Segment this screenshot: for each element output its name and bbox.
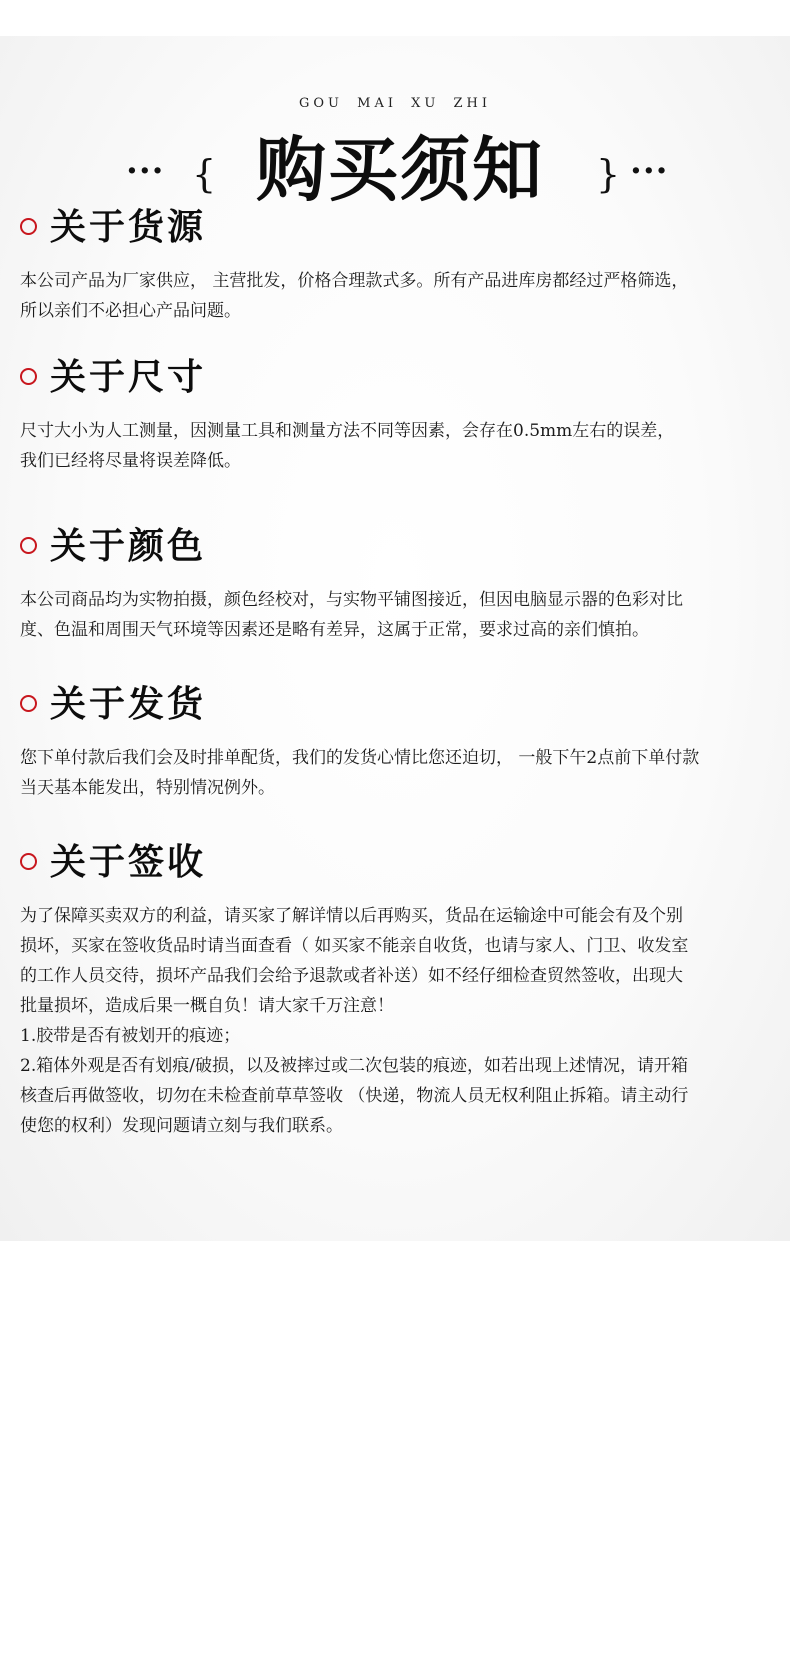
body-line: 当天基本能发出，特别情况例外。: [20, 778, 275, 798]
circle-bullet-icon: [20, 537, 37, 554]
circle-bullet-icon: [20, 853, 37, 870]
right-dots-ornament: ···: [630, 151, 669, 191]
section-color: [20, 523, 772, 645]
circle-bullet-icon: [20, 368, 37, 385]
circle-bullet-icon: [20, 218, 37, 235]
section-body: [20, 585, 772, 645]
section-header: [20, 354, 772, 404]
section-body: [20, 901, 772, 1141]
title-row: [0, 126, 790, 216]
body-line: 核查后再做签收，切勿在未检查前草草签收 （快递，物流人员无权利阻止拆箱。请主动行: [20, 1086, 689, 1106]
section-body: [20, 266, 772, 326]
body-line: 为了保障买卖双方的利益，请买家了解详情以后再购买，货品在运输途中可能会有及个别: [20, 906, 683, 926]
section-title: 关于签收: [50, 841, 207, 883]
notice-panel: [0, 36, 790, 1241]
section-receipt: [20, 839, 772, 1141]
pinyin-subtitle: GOU MAI XU ZHI: [299, 96, 491, 111]
body-line: 您下单付款后我们会及时排单配货，我们的发货心情比您还迫切， 一般下午2点前下单付款: [20, 748, 700, 768]
section-body: [20, 416, 772, 476]
section-title: 关于颜色: [50, 525, 207, 567]
body-line: 使您的权利）发现问题请立刻与我们联系。: [20, 1116, 343, 1136]
body-line: 本公司产品为厂家供应， 主营批发，价格合理款式多。所有产品进库房都经过严格筛选，: [20, 271, 689, 291]
body-line: 尺寸大小为人工测量，因测量工具和测量方法不同等因素，会存在0.5mm左右的误差，: [20, 421, 675, 441]
body-line: 批量损坏，造成后果一概自负！请大家千万注意！: [20, 996, 394, 1016]
section-source: [20, 204, 772, 326]
page-title: 购买须知: [256, 128, 544, 211]
left-brace-ornament: {: [192, 152, 217, 196]
body-line: 的工作人员交待，损坏产品我们会给予退款或者补送）如不经仔细检查贸然签收，出现大: [20, 966, 683, 986]
section-body: [20, 743, 772, 803]
section-header: [20, 204, 772, 254]
left-dots-ornament: ···: [126, 151, 165, 191]
circle-bullet-icon: [20, 695, 37, 712]
body-line: 我们已经将尽量将误差降低。: [20, 451, 241, 471]
section-header: [20, 839, 772, 889]
body-line: 2.箱体外观是否有划痕/破损，以及被摔过或二次包装的痕迹，如若出现上述情况，请开箱: [20, 1056, 688, 1076]
section-size: [20, 354, 772, 476]
section-header: [20, 523, 772, 573]
body-line: 本公司商品均为实物拍摄，颜色经校对，与实物平铺图接近，但因电脑显示器的色彩对比: [20, 590, 683, 610]
body-line: 损坏，买家在签收货品时请当面查看（ 如买家不能亲自收货，也请与家人、门卫、收发室: [20, 936, 689, 956]
section-title: 关于发货: [50, 683, 207, 725]
body-line: 1.胶带是否有被划开的痕迹；: [20, 1026, 241, 1046]
section-shipping: [20, 681, 772, 803]
section-title: 关于尺寸: [50, 356, 207, 398]
body-line: 所以亲们不必担心产品问题。: [20, 301, 241, 321]
right-brace-ornament: }: [596, 152, 621, 196]
body-line: 度、色温和周围天气环境等因素还是略有差异，这属于正常，要求过高的亲们慎拍。: [20, 620, 649, 640]
section-title: 关于货源: [50, 206, 207, 248]
section-header: [20, 681, 772, 731]
